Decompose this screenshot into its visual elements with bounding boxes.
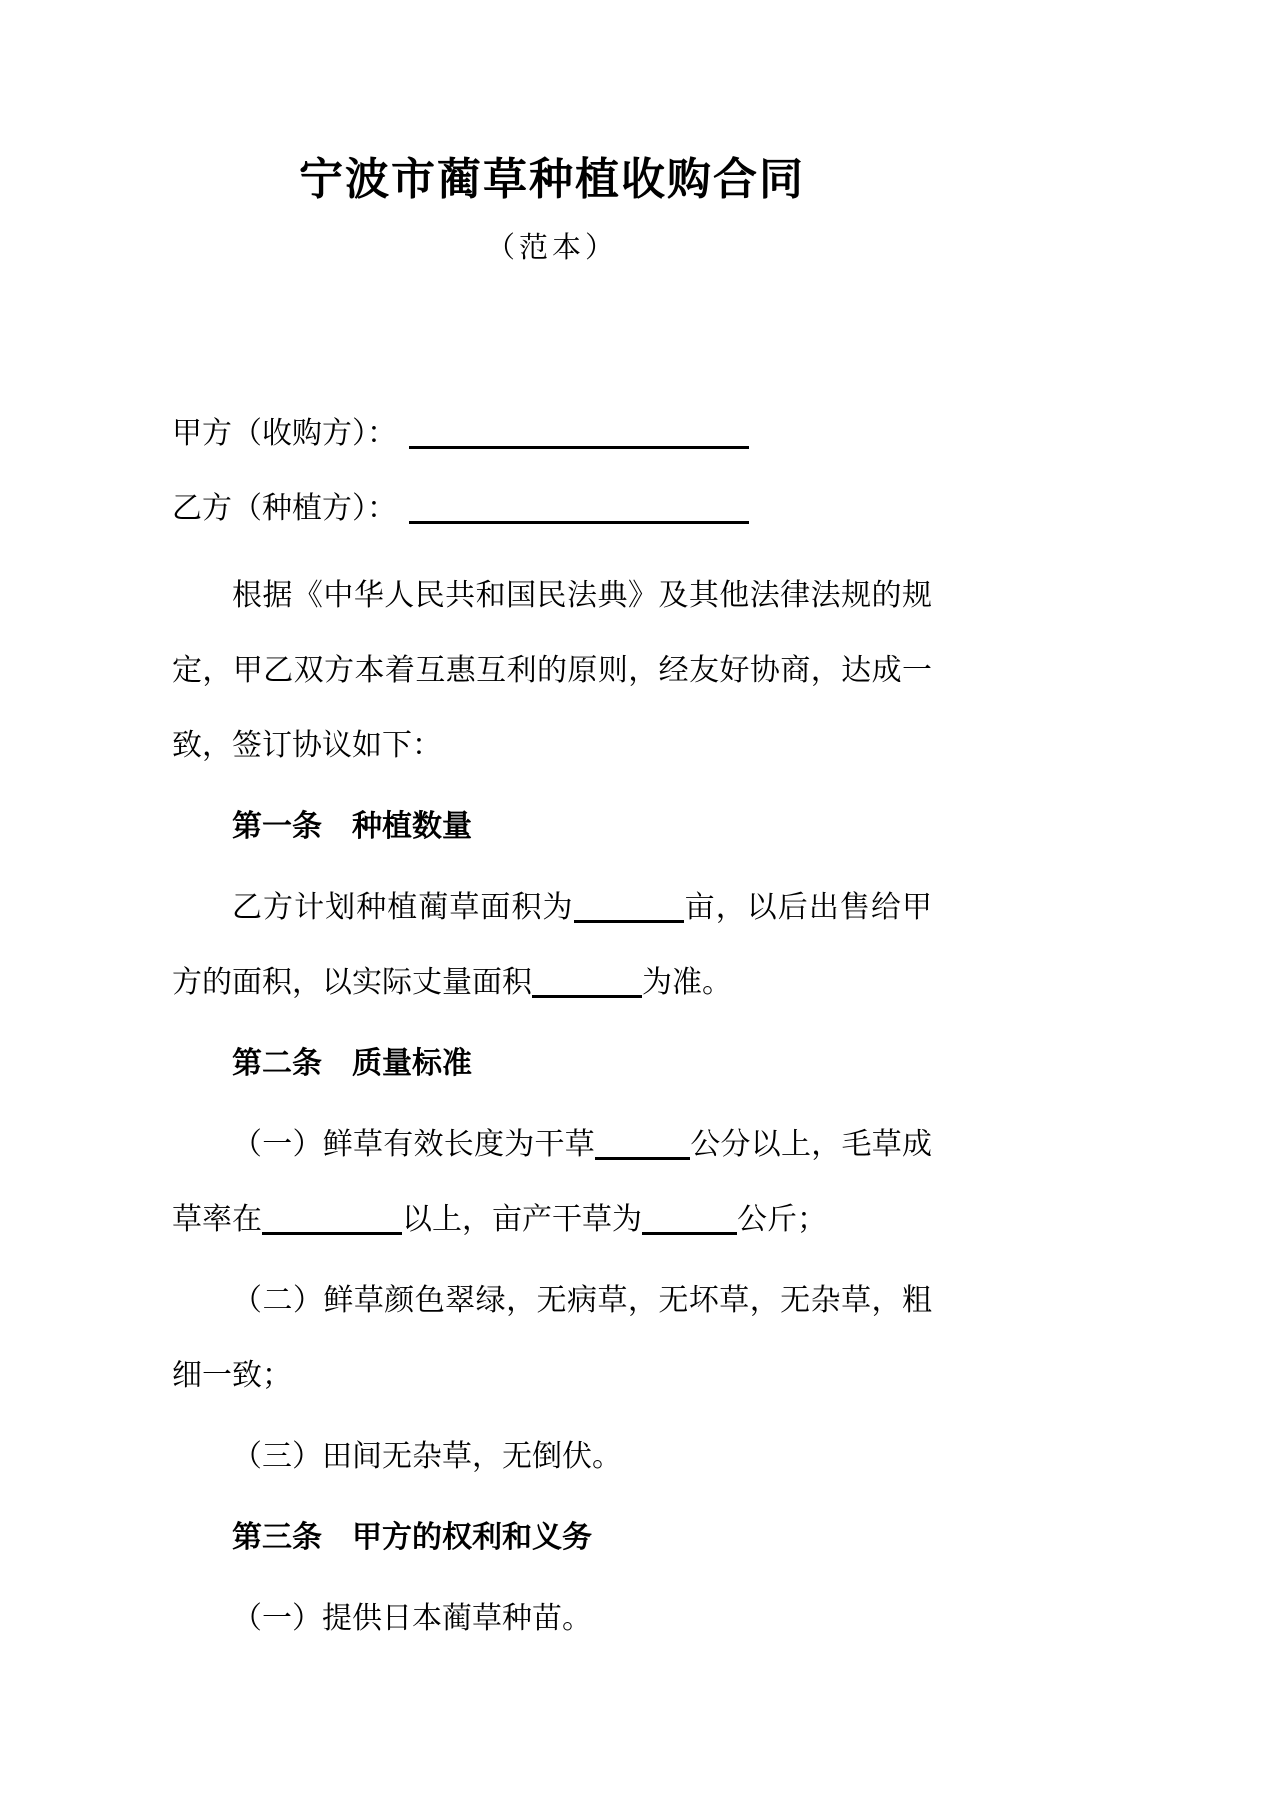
article-2-heading	[172, 1026, 932, 1101]
party-a-name-blank[interactable]	[409, 441, 749, 449]
document-title: 宁波市蔺草种植收购合同	[299, 155, 805, 204]
text-run: 公斤；	[737, 1203, 827, 1236]
planting-area-blank[interactable]	[574, 915, 684, 923]
dry-grass-length-blank[interactable]	[595, 1152, 690, 1160]
text-run: 第三条 甲方的权利和义务	[232, 1521, 592, 1554]
text-run: （三）田间无杂草，无倒伏。	[232, 1440, 622, 1473]
text-run: 乙方计划种植蔺草面积为	[232, 891, 574, 924]
text-run: 第二条 质量标准	[232, 1047, 472, 1080]
article-1-paragraph	[172, 870, 932, 1020]
document-subtitle: （范本）	[485, 232, 618, 264]
text-run: 为准。	[642, 966, 732, 999]
text-run: 公分以上，毛草成草率在	[172, 1128, 932, 1236]
text-run: （一）鲜草有效长度为干草	[232, 1128, 595, 1161]
party-b-name-blank[interactable]	[409, 516, 749, 524]
parties-block	[172, 396, 932, 546]
text-run: 以上，亩产干草为	[402, 1203, 642, 1236]
preamble-paragraph	[172, 558, 932, 783]
party-b-label: 乙方（种植方）：	[172, 492, 397, 525]
party-a-label: 甲方（收购方）：	[172, 417, 397, 450]
article-3-item-1	[172, 1581, 932, 1656]
text-run: （一）提供日本蔺草种苗。	[232, 1602, 592, 1635]
text-run: 根据《中华人民共和国民法典》及其他法律法规的规定，甲乙双方本着互惠互利的原则，经友好协商，达成一致，签订协议如下：	[172, 579, 932, 762]
text-run: 第一条 种植数量	[232, 810, 472, 843]
dry-grass-weight-blank[interactable]	[642, 1227, 737, 1235]
party-b-line	[172, 471, 932, 546]
article-2-item-1	[172, 1107, 932, 1257]
text-run: 亩，以后出售给甲方的面积，以实际丈量面积	[172, 891, 933, 999]
article-2-item-3	[172, 1419, 932, 1494]
contract-body	[172, 558, 932, 1656]
article-2-item-2	[172, 1263, 932, 1413]
measured-area-blank[interactable]	[532, 990, 642, 998]
grass-yield-rate-blank[interactable]	[262, 1227, 402, 1235]
text-run: （二）鲜草颜色翠绿，无病草，无坏草，无杂草，粗细一致；	[172, 1284, 932, 1392]
party-a-line	[172, 396, 932, 471]
article-3-heading	[172, 1500, 932, 1575]
article-1-heading	[172, 789, 932, 864]
